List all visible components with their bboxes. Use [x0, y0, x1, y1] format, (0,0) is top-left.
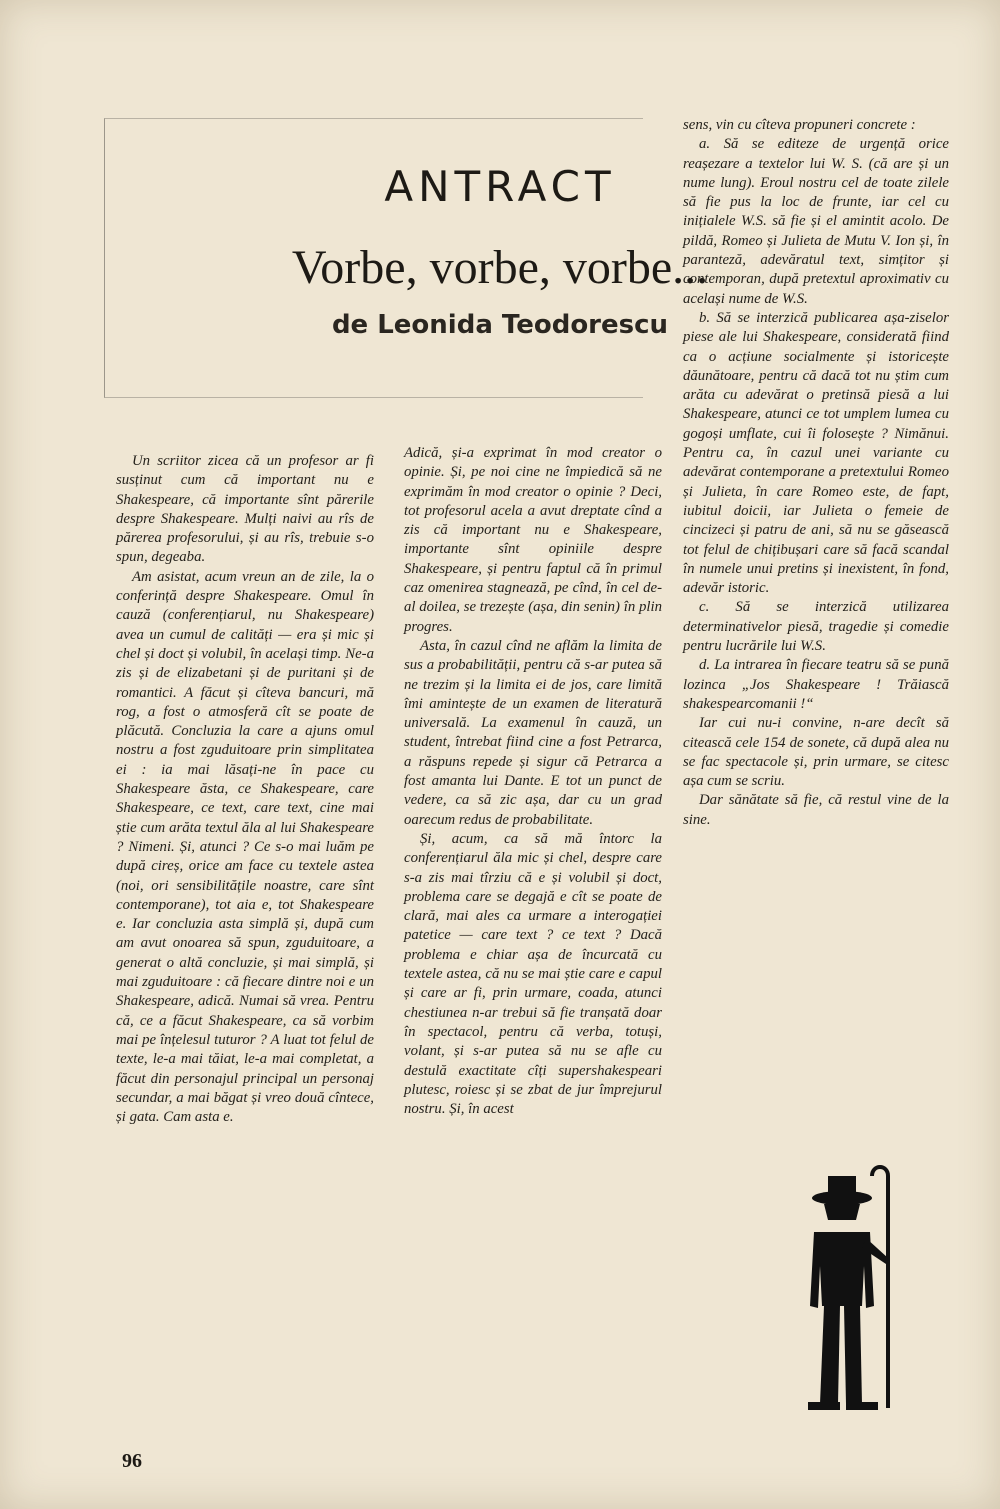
article-byline: de Leonida Teodorescu	[331, 310, 669, 340]
text-column-3	[683, 116, 949, 830]
article-title: Vorbe, vorbe, vorbe...	[291, 241, 709, 294]
paragraph: Iar cui nu-i convine, n-are decît să citească cele 154 de sonete, că după alea nu se fac spectacole și, prin urmare, se citesc așa cum se scriu.	[683, 715, 949, 790]
text-column-2	[404, 444, 662, 1119]
paragraph: Dar sănătate să fie, că restul vine de la sine.	[683, 792, 949, 828]
paragraph: b. Să se interzică publicarea așa-ziselor piese ale lui Shakespeare, considerată fiind ca o acțiune socialmente și istoricește dăunătoare, pentru că dacă tot nu știm cum arăta cu adevărat o pretinsă piesă a lui Shakespeare, atunci ce tot umplem lumea cu gogoși umflate, cui îi folosește ? Nimănui. Pentru ca, în cazul unei variante cu adevărat contemporane a pretextului Romeo și Julieta, în care Romeo este, de fapt, iubitul doicii, iar Julieta o femeie de cincizeci și patru de ani, să nu se găsească tot felul de chițibușari care să facă scandal în numele unui pretins și inexistent, în fond, adevăr istoric.	[683, 309, 949, 597]
section-kicker: ANTRACT	[384, 162, 616, 211]
paragraph: c. Să se interzică utilizarea determinativelor piesă, tragedie și comedie pentru lucrările lui W.S.	[683, 599, 949, 655]
paragraph: Am asistat, acum vreun an de zile, la o conferință despre Shakespeare. Omul în cauză (conferențiarul, nu Shakespeare) avea un cumul de calități — era și mic și chel și doct și volubil, în același timp. Ne-a zis și de elizabetani și de puritani și de romantici. A făcut și cîteva bancuri, mă rog, a fost o atmosferă cît se poate de plăcută. Concluzia la care a ajuns omul nostru a fost zguduitoare prin simplitatea ei : ia mai lăsați-ne în pace cu Shakespeare ăsta, ce Shakespeare, care Shakespeare, ce text, care text, cine mai știe cum arăta textul ăla al lui Shakespeare ? Nimeni. Și, atunci ? Ce s-o mai luăm pe după cireș, orice am face cu textele astea (noi, ori sensibilitățile noastre, care sînt contemporane), tot aia e, tot Shakespeare e. Iar concluzia asta simplă și, după cum am avut onoarea să spun, zguduitoare, a generat o altă concluzie, și mai simplă, și mai zguduitoare : că fiecare dintre noi e un Shakespeare, adică. Numai să vrea. Pentru că, ce a făcut Shakespeare, ca să vorbim mai pe înțelesul tuturor ? A luat tot felul de texte, le-a mai tăiat, le-a mai completat, a făcut din personajul principal un personaj secundar, a mai băgat și vreo două cîntece, și gata. Cam asta e.	[116, 568, 374, 1126]
paragraph: Asta, în cazul cînd ne aflăm la limita de sus a probabilității, pentru că s-ar putea să ne trezim și la limita ei de jos, care limită îmi amintește de un examen de literatură universală. La examenul în cauză, un student, întrebat fiind cine a fost Petrarca, a răspuns repede și sigur că Petrarca a fost amanta lui Dante. E tot un punct de vedere, ca să zic așa, dar cu un grad oarecum redus de probabilitate.	[404, 637, 662, 828]
paragraph: d. La intrarea în fiecare teatru să se pună lozinca „Jos Shakespeare ! Trăiască shakespearcomanii !“	[683, 657, 949, 712]
paragraph: a. Să se editeze de urgență orice reașezare a textelor lui W. S. (că are și un nume lung). Eroul nostru cel de toate zilele să fie pus la loc de frunte, iar cel cu inițialele W.S. să fie și el amintit acolo. De pildă, Romeo și Julieta de Mutu V. Ion și, în paranteză, adevăratul text, simțitor și contemporan, după pretextul aproximativ cu același nume de W.S.	[683, 136, 949, 307]
paragraph: Și, acum, ca să mă întorc la conferențiarul ăla mic și chel, despre care s-a zis mai tîrziu că e și volubil și doct, problema care se degajă e cît se poate de clară, mai ales ca urmare a interogației patetice — care text ? ce text ? Dacă problema e chiar așa de încurcată cu textele astea, că nu se mai știe care e capul și care ar fi, prin urmare, coada, atunci chestiunea n-ar trebui să fie tranșată doar în spectacol, pentru că verba, totuși, volant, și s-ar putea să nu se afle cu destulă exactitate cîți supershakespeari plutesc, roiesc și se zbat de jur împrejurul nostru. Și, în acest	[404, 830, 662, 1118]
paragraph: Adică, și-a exprimat în mod creator o opinie. Și, pe noi cine ne împiedică să ne exprimăm în mod creator o opinie ? Deci, tot profesorul acela a avut dreptate cînd a zis că important nu e Shakespeare, importante sînt opiniile despre Shakespeare, și pentru faptul că în primul caz omenirea stagnează, pe cînd, în cel de-al doilea, se trezește (așa, din senin) în plin progres.	[404, 445, 662, 635]
page-number: 96	[122, 1450, 142, 1472]
paragraph: Un scriitor zicea că un profesor ar fi susținut cum că important nu e Shakespeare, că importante sînt părerile despre Shakespeare. Mulți naivi au rîs de părerea profesorului, și au rîs, trebuie s-o spun, degeaba.	[116, 453, 374, 566]
man-with-cane-silhouette-icon	[790, 1158, 910, 1418]
text-column-1	[116, 452, 374, 1127]
paragraph: sens, vin cu cîteva propuneri concrete :	[683, 117, 916, 133]
